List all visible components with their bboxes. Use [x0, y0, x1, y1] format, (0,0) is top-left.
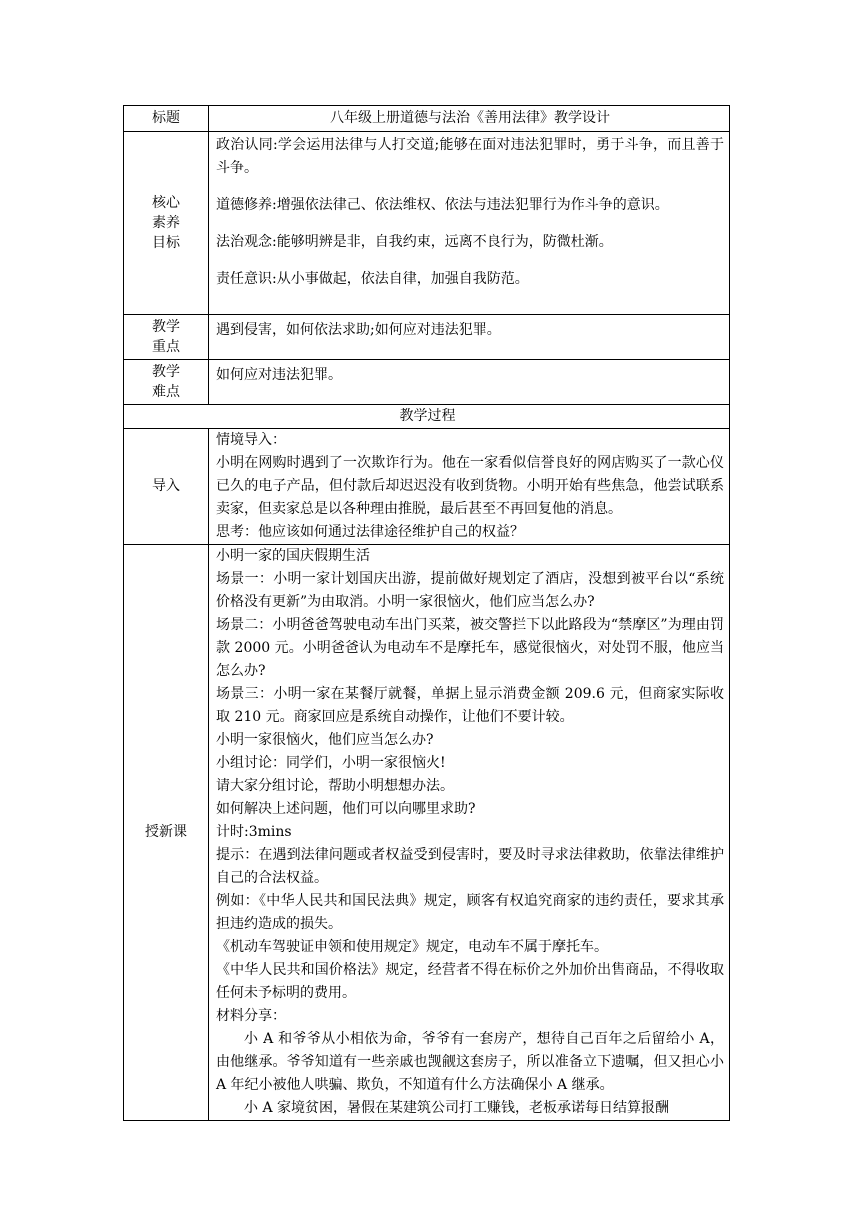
core-goals-row — [124, 132, 730, 315]
difficult-points-label-line: 教学 — [152, 364, 180, 380]
intro-line: 小明在网购时遇到了一次欺诈行为。他在一家看似信誉良好的网店购买了一款心仪已久的电子产品，但付款后却迟迟没有收到货物。小明开始有些焦急，他尝试联系卖家，但卖家总是以各种理由推脱，最后甚至不再回复他的消息。 — [216, 455, 724, 517]
lesson-line: 请大家分组讨论，帮助小明想想办法。 — [216, 778, 454, 794]
new-lesson-content — [209, 545, 730, 1121]
core-goals-label-line: 核心 — [152, 195, 180, 211]
goal-political: 政治认同:学会运用法律与人打交道;能够在面对违法犯罪时，勇于斗争，而且善于斗争。 — [216, 137, 724, 176]
lesson-line: 提示：在遇到法律问题或者权益受到侵害时，要及时寻求法律救助，依靠法律维护自己的合法权益。 — [216, 847, 724, 886]
lesson-line: 小组讨论：同学们，小明一家很恼火! — [216, 755, 446, 771]
key-points-label-line: 重点 — [152, 339, 180, 355]
core-goals-label-line: 素养 — [152, 215, 180, 231]
core-goals-content — [209, 132, 730, 315]
intro-content — [209, 429, 730, 545]
lesson-line: 《中华人民共和国价格法》规定，经营者不得在标价之外加价出售商品，不得收取任何未予标明的费用。 — [216, 962, 724, 1001]
lesson-line: 计时:3mins — [216, 824, 292, 840]
lesson-line: 如何解决上述问题，他们可以向哪里求助? — [216, 801, 476, 817]
lesson-plan-table — [123, 105, 730, 1121]
difficult-points-label — [124, 360, 209, 405]
goal-law: 法治观念:能够明辨是非，自我约束，远离不良行为，防微杜渐。 — [216, 234, 613, 250]
lesson-line: 材料分享： — [216, 1008, 286, 1024]
core-goals-label — [124, 132, 209, 315]
intro-label: 导入 — [124, 429, 209, 545]
key-points-label-line: 教学 — [152, 319, 180, 335]
new-lesson-row — [124, 545, 730, 1121]
intro-line: 思考：他应该如何通过法律途径维护自己的权益？ — [216, 524, 524, 540]
lesson-line: 小明一家的国庆假期生活 — [216, 548, 370, 564]
lesson-line: 场景三：小明一家在某餐厅就餐，单据上显示消费金额 209.6 元，但商家实际收取 210 元。商家回应是系统自动操作，让他们不要计较。 — [216, 686, 724, 725]
difficult-points-content: 如何应对违法犯罪。 — [209, 360, 730, 405]
difficult-points-row — [124, 360, 730, 405]
intro-row — [124, 429, 730, 545]
title-row — [124, 106, 730, 132]
key-points-row — [124, 315, 730, 360]
process-header: 教学过程 — [124, 405, 730, 429]
lesson-line: 场景二：小明爸爸驾驶电动车出门买菜，被交警拦下以此路段为“禁摩区”为理由罚款 2000 元。小明爸爸认为电动车不是摩托车，感觉很恼火，对处罚不服，他应当怎么办? — [216, 617, 724, 679]
lesson-line: 例如：《中华人民共和国民法典》规定，顾客有权追究商家的违约责任，要求其承担违约造成的损失。 — [216, 893, 724, 932]
new-lesson-label: 授新课 — [124, 545, 209, 1121]
core-goals-label-line: 目标 — [152, 235, 180, 251]
lesson-line: 场景一：小明一家计划国庆出游，提前做好规划定了酒店，没想到被平台以“系统价格没有更新”为由取消。小明一家很恼火，他们应当怎么办? — [216, 571, 724, 610]
lesson-line: 《机动车驾驶证申领和使用规定》规定，电动车不属于摩托车。 — [216, 939, 608, 955]
key-points-content: 遇到侵害，如何依法求助;如何应对违法犯罪。 — [209, 315, 730, 360]
process-header-row — [124, 405, 730, 429]
title-label: 标题 — [124, 106, 209, 132]
goal-moral: 道德修养:增强依法律己、依法维权、依法与违法犯罪行为作斗争的意识。 — [216, 197, 669, 213]
key-points-label — [124, 315, 209, 360]
document-title: 八年级上册道德与法治《善用法律》教学设计 — [209, 106, 730, 132]
intro-line: 情境导入： — [216, 432, 286, 448]
material-paragraph: 小 A 和爷爷从小相依为命，爷爷有一套房产，想待自己百年之后留给小 A，由他继承。爷爷知道有一些亲戚也觊觎这套房子，所以准备立下遗嘱，但又担心小 A 年纪小被他人哄骗、欺负，不知道有什么方法确保小 A 继承。 — [216, 1031, 724, 1093]
material-paragraph: 小 A 家境贫困，暑假在某建筑公司打工赚钱，老板承诺每日结算报酬 — [244, 1100, 670, 1116]
difficult-points-label-line: 难点 — [152, 384, 180, 400]
lesson-line: 小明一家很恼火，他们应当怎么办? — [216, 732, 434, 748]
goal-responsibility: 责任意识:从小事做起，依法自律，加强自我防范。 — [216, 271, 529, 287]
lesson-plan-document — [123, 105, 730, 1121]
